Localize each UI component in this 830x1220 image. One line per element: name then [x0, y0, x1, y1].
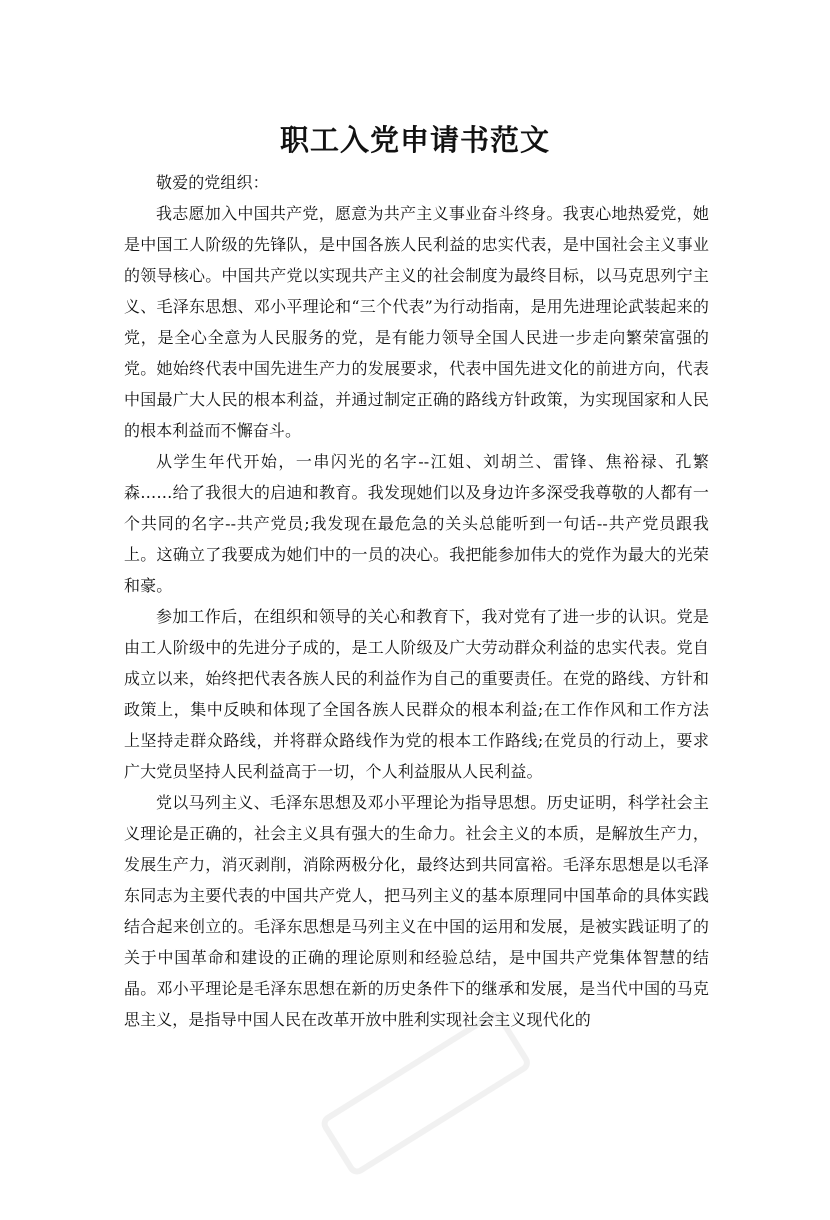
document-body — [124, 167, 709, 1035]
paragraph: 我志愿加入中国共产党，愿意为共产主义事业奋斗终身。我衷心地热爱党，她是中国工人阶级的先锋队，是中国各族人民利益的忠实代表，是中国社会主义事业的领导核心。中国共产党以实现共产主义的社会制度为最终目标，以马克思列宁主义、毛泽东思想、邓小平理论和“三个代表”为行动指南，是用先进理论武装起来的党，是全心全意为人民服务的党，是有能力领导全国人民进一步走向繁荣富强的党。她始终代表中国先进生产力的发展要求，代表中国先进文化的前进方向，代表中国最广大人民的根本利益，并通过制定正确的路线方针政策，为实现国家和人民的根本利益而不懈奋斗。 — [124, 204, 709, 440]
paragraph: 党以马列主义、毛泽东思想及邓小平理论为指导思想。历史证明，科学社会主义理论是正确的，社会主义具有强大的生命力。社会主义的本质，是解放生产力，发展生产力，消灭剥削，消除两极分化，最终达到共同富裕。毛泽东思想是以毛泽东同志为主要代表的中国共产党人，把马列主义的基本原理同中国革命的具体实践结合起来创立的。毛泽东思想是马列主义在中国的运用和发展，是被实践证明了的关于中国革命和建设的正确的理论原则和经验总结，是中国共产党集体智慧的结晶。邓小平理论是毛泽东思想在新的历史条件下的继承和发展，是当代中国的马克思主义，是指导中国人民在改革开放中胜利实现社会主义现代化的 — [124, 793, 709, 1029]
paragraph: 参加工作后，在组织和领导的关心和教育下，我对党有了进一步的认识。党是由工人阶级中的先进分子成的，是工人阶级及广大劳动群众利益的忠实代表。党自成立以来，始终把代表各族人民的利益作为自己的重要责任。在党的路线、方针和政策上，集中反映和体现了全国各族人民群众的根本利益;在工作作风和工作方法上坚持走群众路线，并将群众路线作为党的根本工作路线;在党员的行动上，要求广大党员坚持人民利益高于一切，个人利益服从人民利益。 — [124, 607, 709, 781]
salutation: 敬爱的党组织： — [156, 173, 269, 192]
document-title: 职工入党申请书范文 — [279, 123, 550, 157]
paragraph: 从学生年代开始，一串闪光的名字--江姐、刘胡兰、雷锋、焦裕禄、孔繁森……给了我很大的启迪和教育。我发现她们以及身边许多深受我尊敬的人都有一个共同的名字--共产党员;我发现在最危急的关头总能听到一句话--共产党员跟我上。这确立了我要成为她们中的一员的决心。我把能参加伟大的党作为最大的光荣和豪。 — [124, 452, 709, 595]
